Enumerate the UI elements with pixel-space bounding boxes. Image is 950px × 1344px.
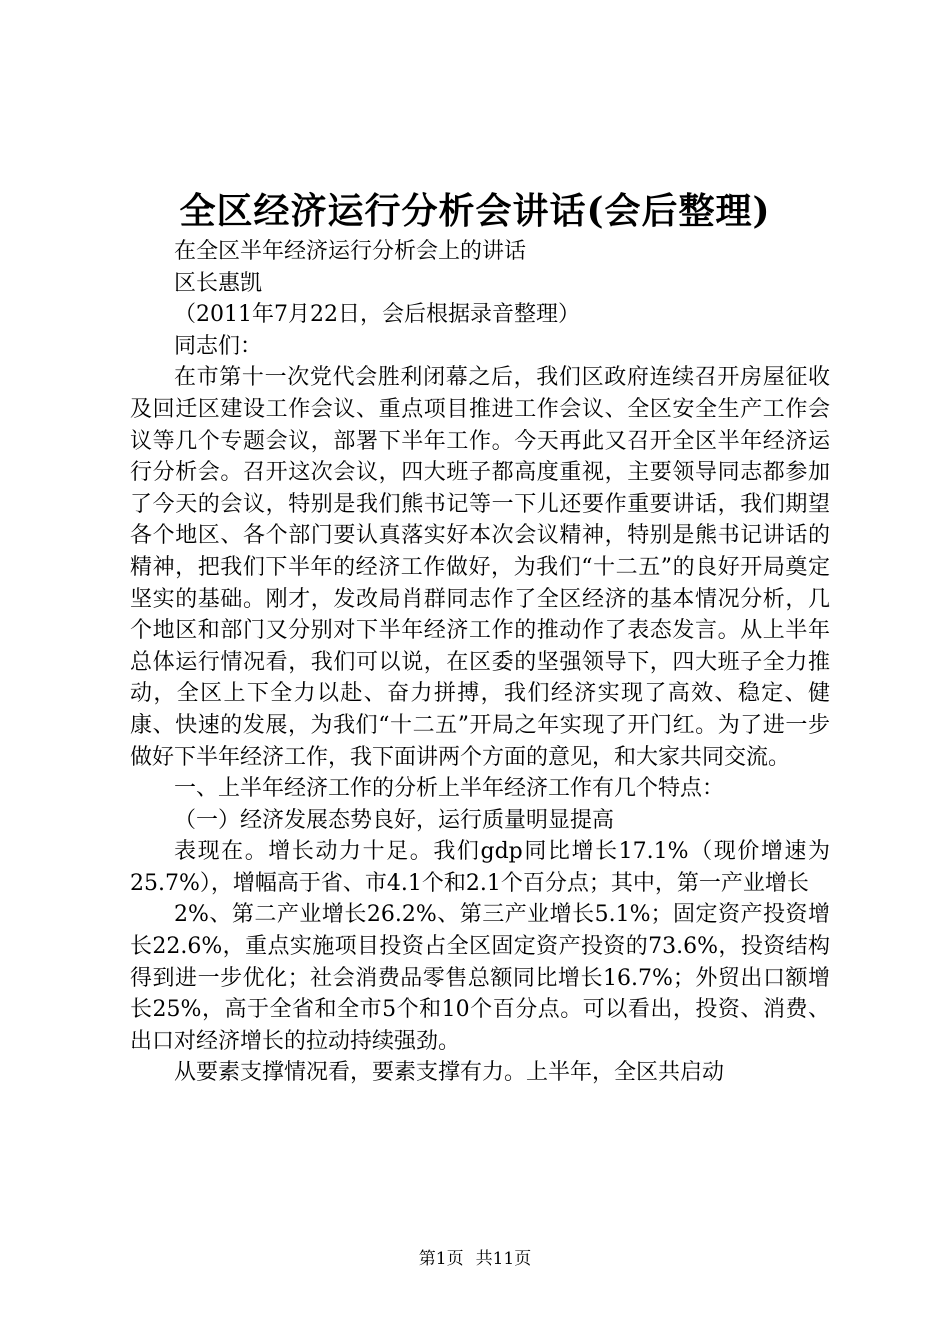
- document-body: [130, 236, 830, 1089]
- speech-subtitle: 在全区半年经济运行分析会上的讲话: [174, 239, 527, 264]
- page-total: 共11页: [475, 1249, 532, 1269]
- page-number: 第1页: [418, 1249, 464, 1269]
- body-paragraph: 在市第十一次党代会胜利闭幕之后，我们区政府连续召开房屋征收及回迁区建设工作会议、重点项目推进工作会议、全区安全生产工作会议等几个专题会议，部署下半年工作。今天再此又召开全区半年经济运行分析会。召开这次会议，四大班子都高度重视，主要领导同志都参加了今天的会议，特别是我们熊书记等一下儿还要作重要讲话，我们期望各个地区、各个部门要认真落实好本次会议精神，特别是熊书记讲话的精神，把我们下半年的经济工作做好，为我们“十二五”的良好开局奠定坚实的基础。刚才，发改局肖群同志作了全区经济的基本情况分析，几个地区和部门又分别对下半年经济工作的推动作了表态发言。从上半年总体运行情况看，我们可以说，在区委的坚强领导下，四大班子全力推动，全区上下全力以赴、奋力拼搏，我们经济实现了高效、稳定、健康、快速的发展，为我们“十二五”开局之年实现了开门红。为了进一步做好下半年经济工作，我下面讲两个方面的意见，和大家共同交流。: [130, 365, 830, 770]
- date-note: （2011年7月22日，会后根据录音整理）: [174, 302, 580, 328]
- section-heading: 一、上半年经济工作的分析上半年经济工作有几个特点：: [174, 776, 725, 802]
- page-footer: [0, 1244, 950, 1269]
- subsection-heading: （一）经济发展态势良好，运行质量明显提高: [174, 807, 615, 833]
- body-paragraph: 表现在。增长动力十足。我们gdp同比增长17.1%（现价增速为25.7%），增幅高于省、市4.1个和2.1个百分点；其中，第一产业增长: [130, 839, 830, 896]
- body-paragraph: 从要素支撑情况看，要素支撑有力。上半年，全区共启动: [174, 1060, 725, 1086]
- salutation: 同志们：: [174, 333, 263, 359]
- body-paragraph: 2%、第二产业增长26.2%、第三产业增长5.1%；固定资产投资增长22.6%，重点实施项目投资占全区固定资产投资的73.6%，投资结构得到进一步优化；社会消费品零售总额同比增长16.7%；外贸出口额增长25%，高于全省和全市5个和10个百分点。可以看出，投资、消费、出口对经济增长的拉动持续强劲。: [130, 902, 830, 1054]
- document-title: 全区经济运行分析会讲话(会后整理): [179, 190, 771, 232]
- speaker-line: 区长惠凯: [174, 270, 263, 296]
